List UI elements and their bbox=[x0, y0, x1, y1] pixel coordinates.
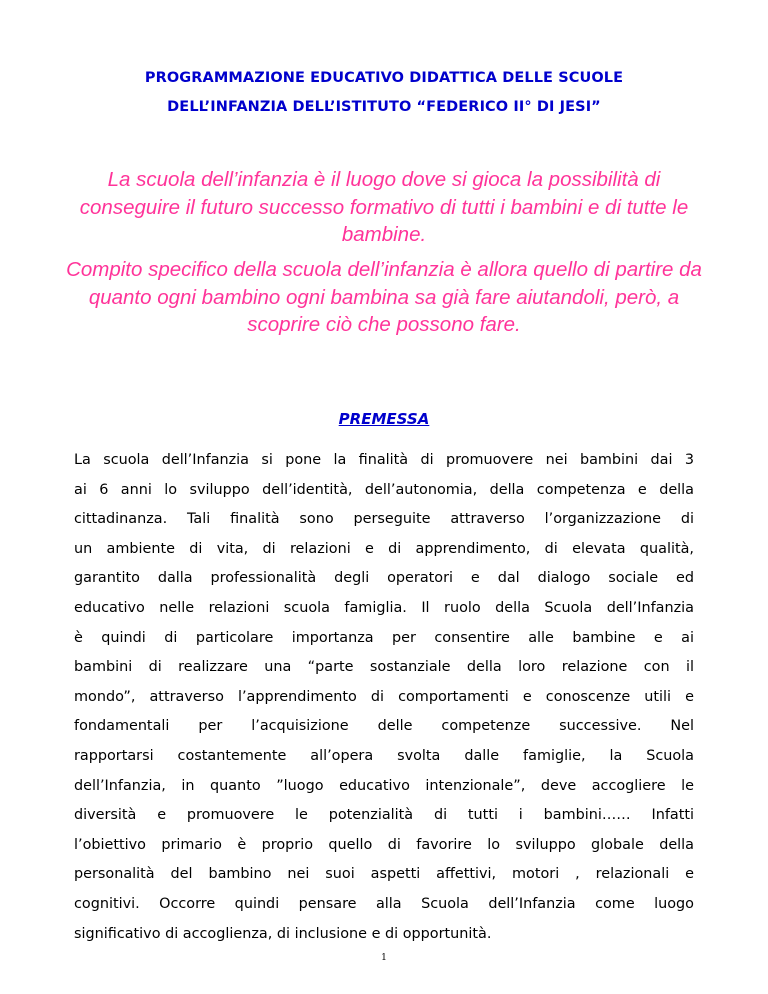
body-line: l’obiettivo primario è proprio quello di favorire lo sviluppo globale della bbox=[74, 836, 694, 853]
body-line: educativo nelle relazioni scuola famiglia. Il ruolo della Scuola dell’Infanzia bbox=[74, 599, 694, 616]
body-line: garantito dalla professionalità degli operatori e dal dialogo sociale ed bbox=[74, 570, 694, 587]
title-line-2: DELL’INFANZIA DELL’ISTITUTO “FEDERICO II° DI JESI” bbox=[167, 99, 601, 115]
body-line: La scuola dell’Infanzia si pone la finalità di promuovere nei bambini dai 3 bbox=[74, 452, 694, 468]
body-paragraph bbox=[74, 446, 694, 949]
body-line: dell’Infanzia, in quanto ”luogo educativo intenzionale”, deve accogliere le bbox=[74, 777, 694, 794]
intro-paragraph-1: La scuola dell’infanzia è il luogo dove si gioca la possibilità di conseguire il futuro successo formativo di tutti i bambini e di tutte le bambine. bbox=[79, 168, 689, 246]
body-line: mondo”, attraverso l’apprendimento di comportamenti e conoscenze utili e bbox=[74, 688, 694, 705]
body-line: diversità e promuovere le potenzialità di tutti i bambini…… Infatti bbox=[74, 807, 694, 824]
body-line: fondamentali per l’acquisizione delle competenze successive. Nel bbox=[74, 718, 694, 735]
intro-paragraph-2: Compito specifico della scuola dell’infanzia è allora quello di partire da quanto ogni bambino ogni bambina sa già fare aiutandoli, però, a scoprire ciò che possono fare. bbox=[66, 258, 702, 336]
body-line: cittadinanza. Tali finalità sono perseguite attraverso l’organizzazione di bbox=[74, 511, 694, 528]
page-number: 1 bbox=[381, 953, 387, 963]
body-line: bambini di realizzare una “parte sostanziale della loro relazione con il bbox=[74, 659, 694, 676]
title-line-1: PROGRAMMAZIONE EDUCATIVO DIDATTICA DELLE SCUOLE bbox=[144, 70, 624, 86]
document-title bbox=[70, 64, 698, 122]
body-line: è quindi di particolare importanza per consentire alle bambine e ai bbox=[74, 629, 694, 646]
body-line: personalità del bambino nei suoi aspetti affettivi, motori , relazionali e bbox=[74, 866, 694, 883]
body-line: un ambiente di vita, di relazioni e di apprendimento, di elevata qualità, bbox=[74, 540, 694, 557]
body-line: significativo di accoglienza, di inclusione e di opportunità. bbox=[74, 925, 492, 942]
body-line: rapportarsi costantemente all’opera svolta dalle famiglie, la Scuola bbox=[74, 747, 694, 764]
body-line: cognitivi. Occorre quindi pensare alla Scuola dell’Infanzia come luogo bbox=[74, 895, 694, 912]
body-line: ai 6 anni lo sviluppo dell’identità, dell’autonomia, della competenza e della bbox=[74, 481, 694, 498]
section-heading-premessa: PREMESSA bbox=[338, 410, 430, 428]
